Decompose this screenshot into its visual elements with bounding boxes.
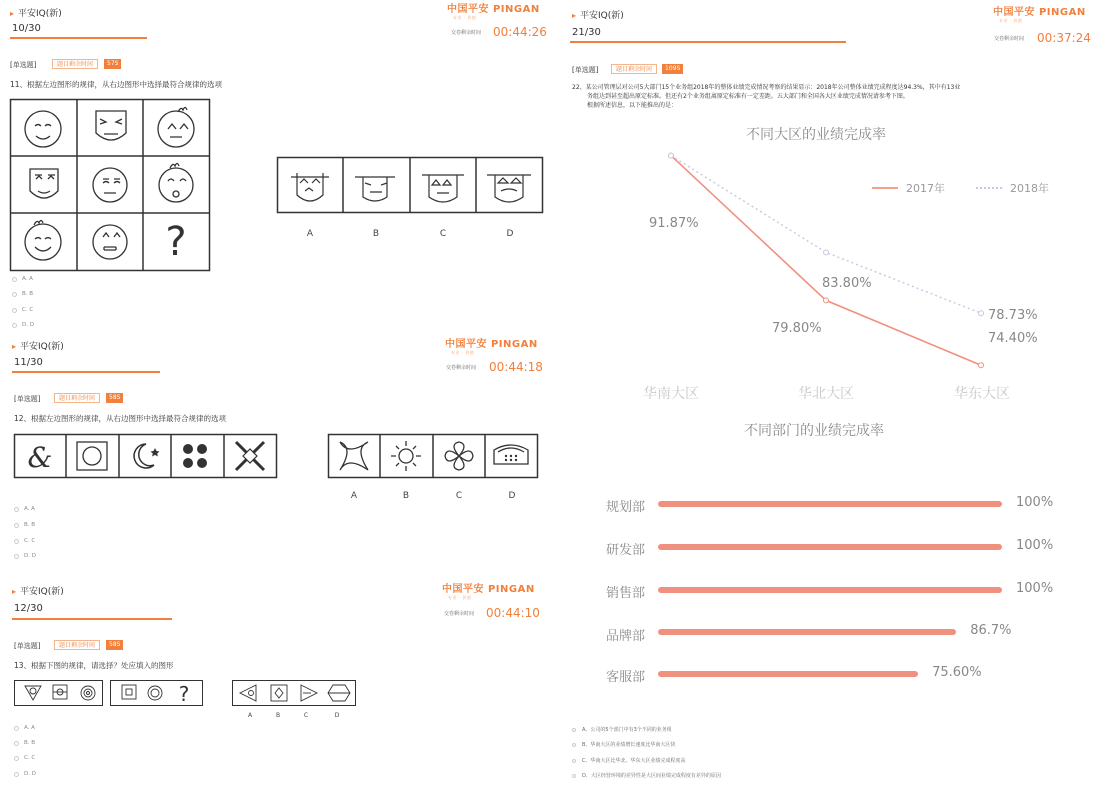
exam-timer: 00:44:18: [489, 360, 543, 374]
category-service: 客服部: [605, 670, 645, 685]
radio-icon[interactable]: [572, 728, 576, 732]
category-brand: 品牌部: [605, 629, 645, 644]
question-sequence: [14, 434, 277, 478]
timer-label: 交卷剩余时间: [994, 36, 1025, 42]
option-b[interactable]: B、华南大区的业绩增长速度比华南大区快: [572, 741, 675, 748]
question-grid: [10, 99, 210, 271]
data-label-2017-south: 91.87%: [649, 216, 699, 231]
answer-label-c: C: [303, 712, 309, 719]
answer-label-a: A: [350, 491, 358, 501]
option-a[interactable]: A、公司的5个部门中有3个不同的业务组: [572, 726, 672, 733]
answer-label-c: C: [439, 229, 447, 239]
progress-counter: 21/30: [572, 27, 601, 38]
option-d[interactable]: D. D: [14, 553, 36, 559]
radio-icon[interactable]: [14, 772, 19, 777]
progress-bar: [12, 618, 172, 620]
answer-label-a: A: [306, 229, 314, 239]
progress-counter: 11/30: [14, 357, 43, 368]
timer-label: 交卷剩余时间: [446, 365, 477, 371]
category-planning: 规划部: [605, 500, 645, 515]
radio-icon[interactable]: [12, 292, 17, 297]
option-d[interactable]: D、大区经营环境的差异性是大区间业绩完成程度有差异的原因: [572, 772, 721, 779]
bar-area: [560, 0, 1107, 700]
radio-icon[interactable]: [14, 554, 19, 559]
exam-timer: 00:44:10: [486, 606, 540, 620]
option-a[interactable]: A. A: [14, 725, 35, 731]
exam-timer: 00:44:26: [493, 25, 547, 39]
progress-bar: [12, 371, 160, 373]
option-c[interactable]: C、华南大区比华北、华东大区业绩完成程度高: [572, 757, 686, 764]
bar-value-label-3: 86.7%: [970, 623, 1012, 638]
question-type: [单选题]: [14, 395, 41, 403]
x-tick-north: 华北大区: [798, 386, 854, 402]
question-time-badge: 58S: [106, 640, 123, 650]
question-figures: [14, 680, 204, 706]
radio-icon[interactable]: [572, 743, 576, 747]
answer-label-c: C: [455, 491, 463, 501]
radio-icon[interactable]: [12, 323, 17, 328]
question-stem: 11、根据左边图形的规律，从右边图形中选择最符合规律的选项: [10, 80, 223, 89]
exam-timer: 00:37:24: [1037, 31, 1091, 45]
radio-icon[interactable]: [572, 759, 576, 763]
option-b[interactable]: B. B: [14, 522, 35, 528]
bar-3: [658, 629, 956, 635]
option-a[interactable]: A. A: [14, 506, 35, 512]
panel-q13: [0, 578, 555, 794]
question-type: [单选题]: [10, 61, 37, 69]
pingan-logo: 中国平安 PINGAN 专业 · 价值: [447, 4, 540, 20]
panel-q22: [560, 0, 1107, 794]
data-label-2017-north: 79.80%: [772, 321, 822, 336]
svg-text:&: &: [27, 441, 53, 474]
question-stem: 22、某公司管理层对公司5大部门15个业务组2018年的整体业绩完成情况考察的结果显示：2018年公司整体业绩完成程度达94.3%，其中有13业 务组达到甚至超出原定标准。但还有2个业务组离原定标准有一定差距。五大部门和全国各大区业绩完成情况请参考下图。 根据所述信息，以下能推出的是：: [572, 84, 961, 109]
progress-counter: 12/30: [14, 603, 43, 614]
bar-1: [658, 544, 1002, 550]
option-c[interactable]: C. C: [14, 755, 35, 761]
bar-chart-title: 不同部门的业绩完成率: [744, 423, 884, 439]
answer-label-b: B: [372, 229, 380, 239]
bar-2: [658, 587, 1002, 593]
radio-icon[interactable]: [14, 523, 19, 528]
answer-label-b: B: [275, 712, 281, 719]
bar-value-label-0: 100%: [1016, 495, 1054, 510]
timer-label: 交卷剩余时间: [444, 611, 475, 617]
pingan-logo: 中国平安 PINGAN 专业 · 价值: [442, 584, 535, 600]
radio-icon[interactable]: [14, 741, 19, 746]
app-title: ▸ 平安IQ(新): [12, 584, 64, 597]
option-d[interactable]: D. D: [14, 771, 36, 777]
app-title: ▸ 平安IQ(新): [572, 8, 624, 21]
option-a[interactable]: A. A: [12, 276, 33, 282]
question-stem: 13、根据下图的规律，请选择？处应填入的图形: [14, 661, 174, 670]
option-b[interactable]: B. B: [12, 291, 33, 297]
radio-icon[interactable]: [14, 726, 19, 731]
data-label-2018-north: 83.80%: [822, 276, 872, 291]
radio-icon[interactable]: [14, 507, 19, 512]
app-title: ▸ 平安IQ(新): [10, 6, 62, 19]
answer-label-d: D: [508, 491, 516, 501]
answer-label-a: A: [247, 712, 253, 719]
progress-bar: [10, 37, 147, 39]
panel-q11: [0, 0, 555, 335]
question-time-tag: 题目剩余时间: [54, 393, 100, 403]
timer-label: 交卷剩余时间: [451, 30, 482, 36]
radio-icon[interactable]: [12, 308, 17, 313]
app-title: ▸ 平安IQ(新): [12, 339, 64, 352]
answer-label-b: B: [402, 491, 410, 501]
option-b[interactable]: B. B: [14, 740, 35, 746]
bar-value-label-1: 100%: [1016, 538, 1054, 553]
pingan-logo: 中国平安 PINGAN 专业 · 价值: [993, 7, 1086, 23]
x-tick-east: 华东大区: [954, 386, 1010, 402]
radio-icon[interactable]: [14, 756, 19, 761]
svg-text:?: ?: [178, 682, 190, 706]
category-sales: 销售部: [605, 586, 645, 601]
question-time-tag: 题目剩余时间: [54, 640, 100, 650]
option-c[interactable]: C. C: [12, 307, 33, 313]
panel-q12: [0, 335, 555, 575]
data-label-2017-east: 74.40%: [988, 331, 1038, 346]
option-c[interactable]: C. C: [14, 538, 35, 544]
pingan-logo: 中国平安 PINGAN 专业 · 价值: [445, 339, 538, 355]
radio-icon[interactable]: [572, 774, 576, 778]
question-time-tag: 题目剩余时间: [611, 64, 657, 74]
question-time-badge: 109S: [662, 64, 683, 74]
question-time-badge: 58S: [106, 393, 123, 403]
question-stem: 12、根据左边图形的规律，从右边图形中选择最符合规律的选项: [14, 414, 227, 423]
answer-choices[interactable]: [277, 157, 543, 213]
radio-icon[interactable]: [14, 539, 19, 544]
answer-label-d: D: [506, 229, 514, 239]
answer-label-d: D: [334, 712, 340, 719]
category-rnd: 研发部: [605, 543, 645, 558]
option-d[interactable]: D. D: [12, 322, 34, 328]
bar-value-label-2: 100%: [1016, 581, 1054, 596]
progress-counter: 10/30: [12, 23, 41, 34]
bar-4: [658, 671, 918, 677]
question-type: [单选题]: [14, 642, 41, 650]
svg-text:?: ?: [165, 219, 187, 265]
legend-2018: 2018年: [976, 180, 1049, 196]
question-time-badge: 57S: [104, 59, 121, 69]
answer-choices[interactable]: [232, 680, 356, 706]
question-time-tag: 题目剩余时间: [52, 59, 98, 69]
x-tick-south: 华南大区: [643, 386, 699, 402]
bar-value-label-4: 75.60%: [932, 665, 982, 680]
data-label-2018-east: 78.73%: [988, 308, 1038, 323]
bar-0: [658, 501, 1002, 507]
line-chart-title: 不同大区的业绩完成率: [746, 127, 886, 143]
legend-2017: 2017年: [872, 180, 945, 196]
radio-icon[interactable]: [12, 277, 17, 282]
answer-choices[interactable]: [328, 434, 538, 478]
question-type: [单选题]: [572, 66, 599, 74]
